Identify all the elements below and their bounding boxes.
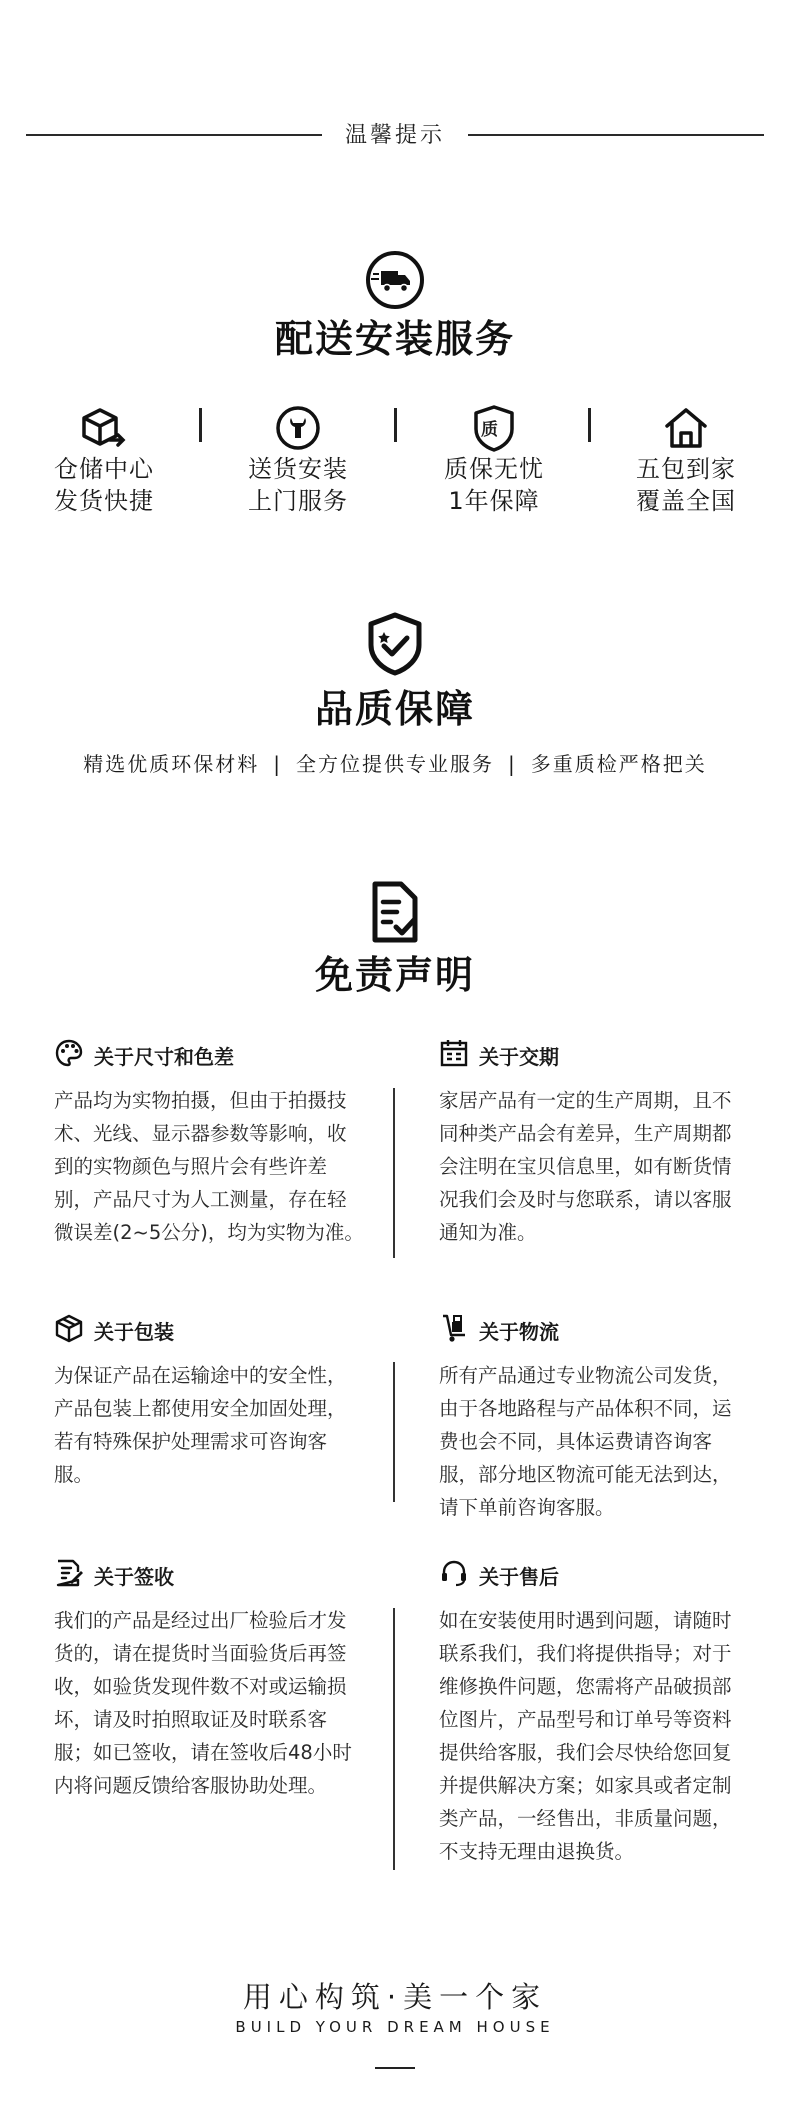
block-body: 家居产品有一定的生产周期，且不同种类产品会有差异，生产周期都会注明在宝贝信息里，如有断货情况我们会及时与您联系，请以客服通知为准。 (439, 1089, 732, 1244)
quality-tag: 多重质检严格把关 (530, 752, 707, 776)
quality-section-title: 品质保障 (314, 687, 475, 731)
package-icon (54, 1313, 84, 1347)
shield-char: 质 (481, 420, 498, 440)
block-body: 所有产品通过专业物流公司发货，由于各地路程与产品体积不同，运费也会不同，具体运费请咨询客服，部分地区物流可能无法到达，请下单前咨询客服。 (439, 1364, 732, 1519)
feature-divider (199, 408, 202, 442)
footer-rule (375, 2067, 415, 2069)
column-divider (393, 1362, 395, 1502)
signature-doc-icon (54, 1558, 84, 1592)
document-check-icon (0, 880, 790, 944)
feature-warranty (404, 403, 584, 517)
brand-slogan-english: BUILD YOUR DREAM HOUSE (235, 2018, 555, 2036)
feature-label-line2: 覆盖全国 (636, 487, 736, 515)
house-icon (596, 403, 776, 453)
disclaimer-logistics (439, 1313, 744, 1524)
tag-separator: | (508, 752, 517, 776)
calendar-icon (439, 1038, 469, 1072)
block-title: 关于包装 (94, 1319, 174, 1344)
block-body: 为保证产品在运输途中的安全性，产品包装上都使用安全加固处理，若有特殊保护处理需求可咨询客服。 (54, 1364, 347, 1486)
feature-label-line1: 五包到家 (636, 455, 736, 483)
feature-label-line1: 送货安装 (248, 455, 348, 483)
block-title: 关于物流 (479, 1319, 559, 1344)
brand-slogan: 用心构筑·美一个家 (242, 1980, 548, 2014)
disclaimer-after-sales (439, 1558, 744, 1868)
palette-icon (54, 1038, 84, 1072)
block-title: 关于交期 (479, 1044, 559, 1069)
quality-tag: 全方位提供专业服务 (296, 752, 494, 776)
block-body: 如在安装使用时遇到问题，请随时联系我们，我们将提供指导；对于维修换件问题，您需将产品破损部位图片，产品型号和订单号等资料提供给客服，我们会尽快给您回复并提供解决方案；如家具或者定制类产品，一经售出，非质量问题，不支持无理由退换货。 (439, 1609, 732, 1863)
feature-label-line1: 仓储中心 (54, 455, 154, 483)
quality-tagline (0, 748, 790, 777)
block-title: 关于售后 (479, 1564, 559, 1589)
block-body: 产品均为实物拍摄，但由于拍摄技术、光线、显示器参数等影响，收到的实物颜色与照片会有些许差别，产品尺寸为人工测量，存在轻微误差(2~5公分)，均为实物为准。 (54, 1089, 364, 1244)
feature-label-line2: 发货快捷 (54, 487, 154, 515)
feature-divider (588, 408, 591, 442)
disclaimer-lead-time (439, 1038, 744, 1249)
block-title: 关于尺寸和色差 (94, 1044, 234, 1069)
warehouse-box-icon (14, 403, 194, 453)
delivery-truck-icon (0, 250, 790, 310)
disclaimer-sign-for (54, 1558, 364, 1802)
hand-truck-icon (439, 1313, 469, 1347)
quality-tag: 精选优质环保材料 (83, 752, 260, 776)
tag-separator: | (273, 752, 282, 776)
wrench-icon (208, 403, 388, 453)
feature-label-line2: 1年保障 (448, 487, 540, 515)
disclaimer-size-color (54, 1038, 364, 1249)
quality-shield-icon (404, 403, 584, 453)
block-title: 关于签收 (94, 1564, 174, 1589)
feature-label-line2: 上门服务 (248, 487, 348, 515)
delivery-section-title: 配送安装服务 (274, 317, 515, 361)
feature-installation (208, 403, 388, 517)
feature-divider (394, 408, 397, 442)
feature-label-line1: 质保无忧 (444, 455, 544, 483)
page-title: 温馨提示 (344, 123, 445, 148)
column-divider (393, 1608, 395, 1870)
feature-warehouse (14, 403, 194, 517)
block-body: 我们的产品是经过出厂检验后才发货的，请在提货时当面验货后再签收，如验货发现件数不对或运输损坏，请及时拍照取证及时联系客服；如已签收，请在签收后48小时内将问题反馈给客服协助处理。 (54, 1609, 352, 1797)
feature-home-delivery (596, 403, 776, 517)
disclaimer-packaging (54, 1313, 364, 1491)
column-divider (393, 1088, 395, 1258)
headset-icon (439, 1558, 469, 1592)
disclaimer-section-title: 免责声明 (314, 953, 475, 997)
shield-check-icon (0, 612, 790, 676)
